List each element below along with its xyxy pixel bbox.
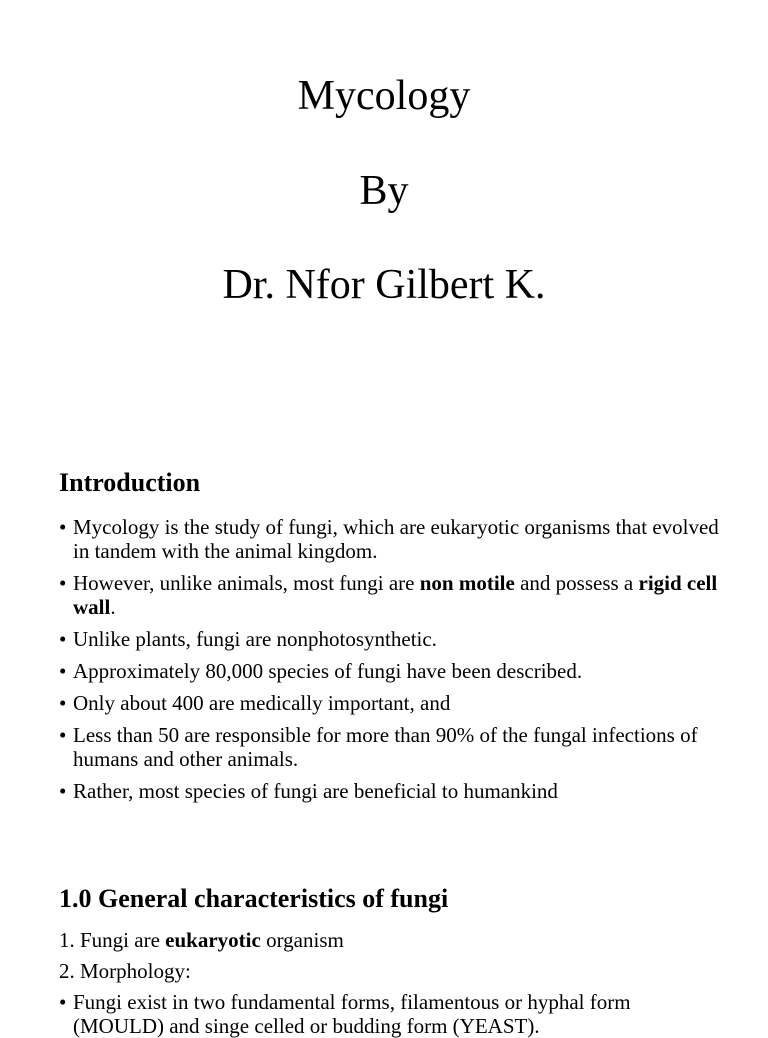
list-item-text: Fungi exist in two fundamental forms, filamentous or hyphal form (MOULD) and singe celled or budding form (YEAST).	[73, 990, 631, 1038]
bullet-icon: •	[59, 627, 67, 651]
list-item-text: Unlike plants, fungi are nonphotosynthetic.	[73, 627, 437, 651]
bullet-icon: •	[59, 515, 67, 539]
bullet-icon: •	[59, 691, 67, 715]
list-item-text: However, unlike animals, most fungi are	[73, 571, 420, 595]
list-item-text: 1. Fungi are	[59, 928, 166, 952]
list-item	[59, 990, 719, 1038]
list-item	[59, 779, 719, 803]
bold-term: non motile	[419, 571, 515, 595]
bullet-icon: •	[59, 571, 67, 595]
list-item-text: Less than 50 are responsible for more than 90% of the fungal infections of humans and other animals.	[73, 723, 698, 771]
list-item-text: .	[110, 595, 116, 619]
bullet-icon: •	[59, 990, 67, 1014]
general-characteristics-heading: 1.0 General characteristics of fungi	[59, 884, 449, 913]
bullet-icon: •	[59, 723, 67, 747]
morphology-list	[59, 990, 719, 1038]
title-by: By	[359, 168, 409, 214]
bold-term: rigid cell wall	[73, 571, 718, 619]
author-name: Dr. Nfor Gilbert K.	[222, 262, 546, 308]
document-title: Mycology	[297, 73, 471, 119]
introduction-heading: Introduction	[59, 468, 201, 497]
list-item	[59, 515, 719, 563]
list-item-text: Rather, most species of fungi are beneficial to humankind	[73, 779, 558, 803]
list-item-text: organism	[260, 928, 344, 952]
bullet-icon: •	[59, 779, 67, 803]
list-item-text: Approximately 80,000 species of fungi have been described.	[73, 659, 583, 683]
bold-term: eukaryotic	[165, 928, 261, 952]
list-item-text: and possess a	[514, 571, 639, 595]
list-item	[59, 571, 719, 619]
introduction-list	[59, 515, 719, 811]
list-item-text: Only about 400 are medically important, and	[73, 691, 451, 715]
list-item	[59, 659, 719, 683]
numbered-list	[59, 928, 719, 990]
bullet-icon: •	[59, 659, 67, 683]
list-item-text: Mycology is the study of fungi, which are eukaryotic organisms that evolved in tandem with the animal kingdom.	[73, 515, 719, 563]
list-item	[59, 691, 719, 715]
list-item	[59, 928, 719, 952]
list-item-text: 2. Morphology:	[59, 959, 191, 983]
list-item	[59, 723, 719, 771]
list-item	[59, 627, 719, 651]
list-item	[59, 959, 719, 983]
